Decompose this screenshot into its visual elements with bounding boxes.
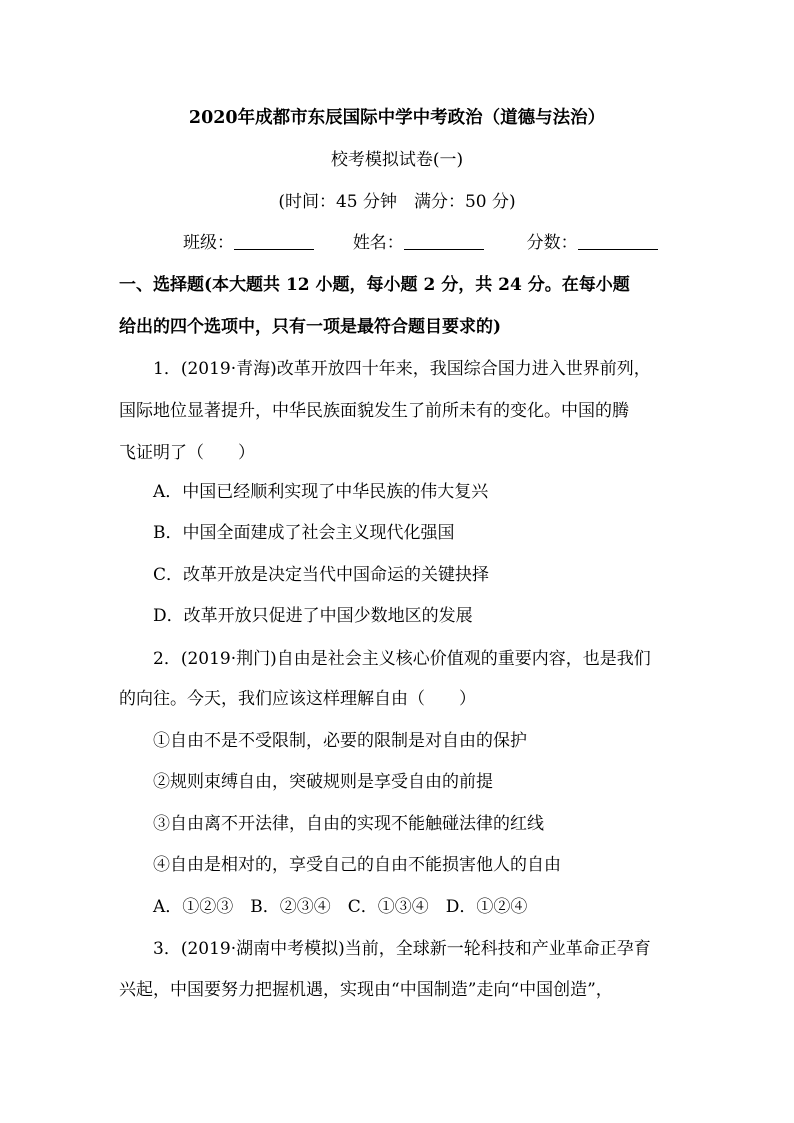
q1-option-d: D．改革开放只促进了中国少数地区的发展 xyxy=(153,606,473,626)
q2-statement-2: ②规则束缚自由，突破规则是享受自由的前提 xyxy=(153,772,493,792)
score-label: 分数： xyxy=(526,233,578,253)
exam-subtitle: 校考模拟试卷(一) xyxy=(330,150,464,170)
section-heading-line1: 一、选择题(本大题共 12 小题，每小题 2 分，共 24 分。在每小题 xyxy=(119,275,630,295)
time-info: (时间：45 分钟 满分：50 分) xyxy=(278,192,516,212)
class-blank[interactable] xyxy=(234,233,314,250)
q1-stem-line1: 1．(2019·青海)改革开放四十年来，我国综合国力进入世界前列， xyxy=(153,359,651,379)
section-heading-line2: 给出的四个选项中，只有一项是最符合题目要求的) xyxy=(119,317,502,337)
student-info-row xyxy=(183,231,658,255)
q1-stem-line3: 飞证明了（ ） xyxy=(119,443,255,463)
name-label: 姓名： xyxy=(352,233,404,253)
q2-stem-line2: 的向往。今天，我们应该这样理解自由（ ） xyxy=(119,689,476,709)
class-label: 班级： xyxy=(183,233,234,253)
q2-statement-4: ④自由是相对的，享受自己的自由不能损害他人的自由 xyxy=(153,855,561,875)
exam-title: 2020年成都市东辰国际中学中考政治（道德与法治） xyxy=(188,108,606,128)
q2-answer-options: A．①②③ B．②③④ C．①③④ D．①②④ xyxy=(153,897,528,917)
q1-option-b: B．中国全面建成了社会主义现代化强国 xyxy=(153,523,455,543)
q3-stem-line1: 3．(2019·湖南中考模拟)当前，全球新一轮科技和产业革命正孕育 xyxy=(153,939,651,959)
q3-stem-line2: 兴起，中国要努力把握机遇，实现由“中国制造”走向“中国创造”， xyxy=(119,980,613,1000)
score-blank[interactable] xyxy=(578,233,658,250)
name-blank[interactable] xyxy=(404,233,484,250)
q1-option-a: A．中国已经顺利实现了中华民族的伟大复兴 xyxy=(153,482,489,502)
q2-statement-1: ①自由不是不受限制，必要的限制是对自由的保护 xyxy=(153,731,527,751)
q1-option-c: C．改革开放是决定当代中国命运的关键抉择 xyxy=(153,565,490,585)
q2-statement-3: ③自由离不开法律，自由的实现不能触碰法律的红线 xyxy=(153,814,544,834)
q1-stem-line2: 国际地位显著提升，中华民族面貌发生了前所未有的变化。中国的腾 xyxy=(119,401,629,421)
q2-stem-line1: 2．(2019·荆门)自由是社会主义核心价值观的重要内容，也是我们 xyxy=(153,649,651,669)
